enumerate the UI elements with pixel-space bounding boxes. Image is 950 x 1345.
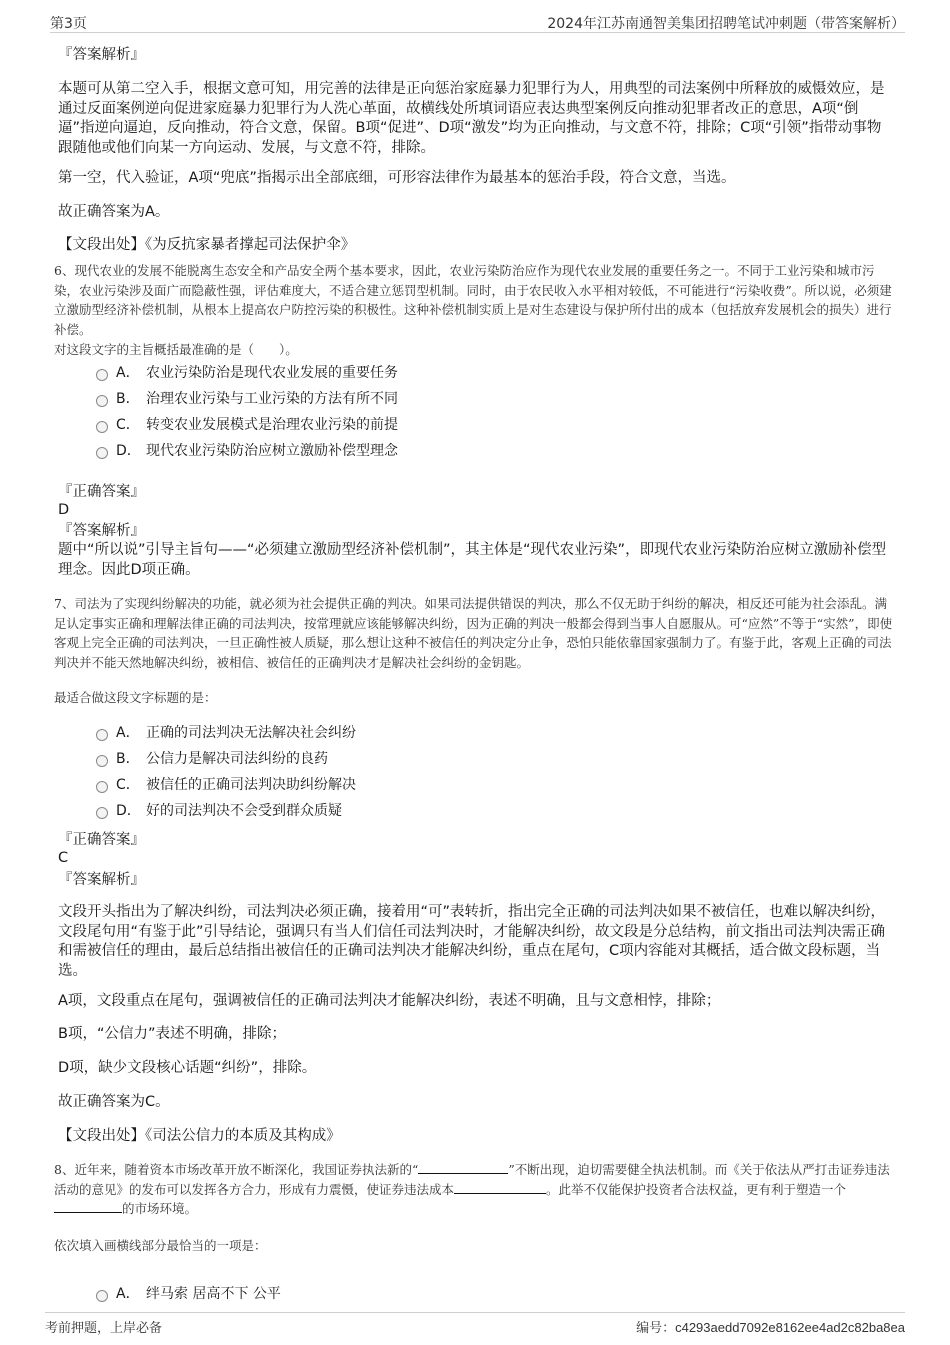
q7-analysis-para3: B项，“公信力”表述不明确，排除；: [58, 1026, 286, 1042]
radio-icon[interactable]: [96, 447, 108, 459]
q6-option-a[interactable]: A． 农业污染防治是现代农业发展的重要任务: [96, 364, 398, 382]
q6-stem: 6、现代农业的发展不能脱离生态安全和产品安全两个基本要求，因此，农业污染防治应作为现代农业发展的重要任务之一。不同于工业污染和城市污染，农业污染涉及面广而隐蔽性强，评估难度大，不适合建立惩罚型机制。同时，由于农民收入水平相对较低，不可能进行“污染收费”。所以说，必须建立激励型经济补偿机制，从根本上提高农户防控污染的积极性。这种补偿机制实质上是对生态建设与保护所付出的成本（包括放弃发展机会的损失）进行补偿。: [54, 263, 892, 337]
q7-stem: 7、司法为了实现纠纷解决的功能，就必须为社会提供正确的判决。如果司法提供错误的判决，那么不仅无助于纠纷的解决，相反还可能为社会添乱。满足认定事实正确和理解法律正确的司法判决，按常理就应该能够解决纠纷，因为正确的判决一般都会得到当事人自愿服从。可“应然”不等于“实然”，即使客观上完全正确的司法判决，一旦正确性被人质疑，那么想让这种不被信任的判决定分止争，恐怕只能依靠国家强制力了。有鉴于此，客观上正确的司法判决并不能天然地解决纠纷，被相信、被信任的正确判决才是解决社会纠纷的金钥匙。: [54, 596, 893, 670]
q6-option-d[interactable]: D． 现代农业污染防治应树立激励补偿型理念: [96, 442, 398, 460]
q7-question: 最适合做这段文字标题的是：: [54, 690, 217, 705]
q7-analysis-para4: D项，缺少文段核心话题“纠纷”，排除。: [58, 1060, 317, 1076]
q5-analysis-para3: 故正确答案为A。: [58, 204, 170, 220]
q7-analysis-para1: 文段开头指出为了解决纠纷，司法判决必须正确，接着用“可”表转折，指出完全正确的司法判决如果不被信任，也难以解决纠纷，文段尾句用“有鉴于此”引导结论，强调只有当人们信任司法判决时，才能解决纠纷，故文段是分总结构，前文指出司法判决需正确和需被信任的理由，最后总结指出被信任的正确司法判决才能解决纠纷，重点在尾句，C项内容能对其概括，适合做文段标题，当选。: [58, 904, 886, 979]
footer-slogan: 考前押题，上岸必备: [45, 1321, 163, 1336]
radio-icon[interactable]: [96, 755, 108, 767]
blank-line-3: [54, 1199, 122, 1213]
blank-line-2: [454, 1180, 546, 1194]
q7-option-c[interactable]: C． 被信任的正确司法判决助纠纷解决: [96, 776, 356, 794]
radio-icon[interactable]: [96, 1290, 108, 1302]
radio-icon[interactable]: [96, 421, 108, 433]
q6-analysis-label: 『答案解析』: [58, 523, 145, 539]
q7-option-d[interactable]: D． 好的司法判决不会受到群众质疑: [96, 802, 342, 820]
document-id: 编号：c4293aedd7092e8162ee4ad2c82ba8ea: [636, 1320, 905, 1335]
q5-analysis-para2: 第一空，代入验证，A项“兜底”指揭示出全部底细，可形容法律作为最基本的惩治手段，符合文意，当选。: [58, 170, 736, 186]
q6-analysis: 题中“所以说”引导主旨句——“必须建立激励型经济补偿机制”，其主体是“现代农业污染”，即现代农业污染防治应树立激励补偿型理念。因此D项正确。: [58, 542, 887, 578]
q7-analysis-para5: 故正确答案为C。: [58, 1094, 170, 1110]
radio-icon[interactable]: [96, 781, 108, 793]
radio-icon[interactable]: [96, 729, 108, 741]
q7-answer: C: [58, 850, 69, 866]
page-footer: [45, 1312, 905, 1337]
q7-source: 【文段出处】《司法公信力的本质及其构成》: [58, 1128, 341, 1144]
q6-answer: D: [58, 502, 70, 518]
q7-analysis-para2: A项，文段重点在尾句，强调被信任的正确司法判决才能解决纠纷，表述不明确，且与文意相悖，排除；: [58, 993, 721, 1009]
q5-analysis-para1: 本题可从第二空入手，根据文意可知，用完善的法律是正向惩治家庭暴力犯罪行为人，用典型的司法案例中所释放的威慑效应，是通过反面案例逆向促进家庭暴力犯罪行为人洗心革面，故横线处所填词语应表达典型案例反向推动犯罪者改正的意思，A项“倒逼”指逆向逼迫，反向推动，符合文意，保留。B项“促进”、D项“激发”均为正向推动，与文意不符，排除；C项“引领”指带动事物跟随他或他们向某一方向运动、发展，与文意不符，排除。: [58, 81, 885, 156]
q7-option-b[interactable]: B． 公信力是解决司法纠纷的良药: [96, 750, 328, 768]
q7-option-a[interactable]: A． 正确的司法判决无法解决社会纠纷: [96, 724, 356, 742]
page-number: 第3页: [50, 16, 87, 32]
q8-stem: 8、近年来，随着资本市场改革开放不断深化，我国证券执法新的“ ”不断出现，迫切需要健全执法机制。而《关于依法从严打击证券违法活动的意见》的发布可以发挥各方合力，形成有力震慑，使证券违法成本 。此举不仅能保护投资者合法权益，更有利于塑造一个的市场环境。: [54, 1162, 890, 1216]
q6-option-c[interactable]: C． 转变农业发展模式是治理农业污染的前提: [96, 416, 398, 434]
q6-option-b[interactable]: B． 治理农业污染与工业污染的方法有所不同: [96, 390, 398, 408]
radio-icon[interactable]: [96, 369, 108, 381]
document-title: 2024年江苏南通智美集团招聘笔试冲刺题（带答案解析）: [547, 16, 905, 32]
q7-answer-label: 『正确答案』: [58, 832, 145, 848]
q5-source: 【文段出处】《为反抗家暴者撑起司法保护伞》: [58, 237, 356, 253]
q8-option-a[interactable]: A． 绊马索 居高不下 公平: [96, 1285, 281, 1303]
q6-question: 对这段文字的主旨概括最准确的是（ ）。: [54, 342, 298, 357]
q8-question: 依次填入画横线部分最恰当的一项是：: [54, 1238, 267, 1253]
q6-answer-label: 『正确答案』: [58, 484, 145, 500]
q7-analysis-label: 『答案解析』: [58, 872, 145, 888]
page-header: [50, 10, 905, 33]
radio-icon[interactable]: [96, 807, 108, 819]
blank-line-1: [418, 1160, 508, 1174]
radio-icon[interactable]: [96, 395, 108, 407]
q5-analysis-label: 『答案解析』: [58, 47, 145, 63]
